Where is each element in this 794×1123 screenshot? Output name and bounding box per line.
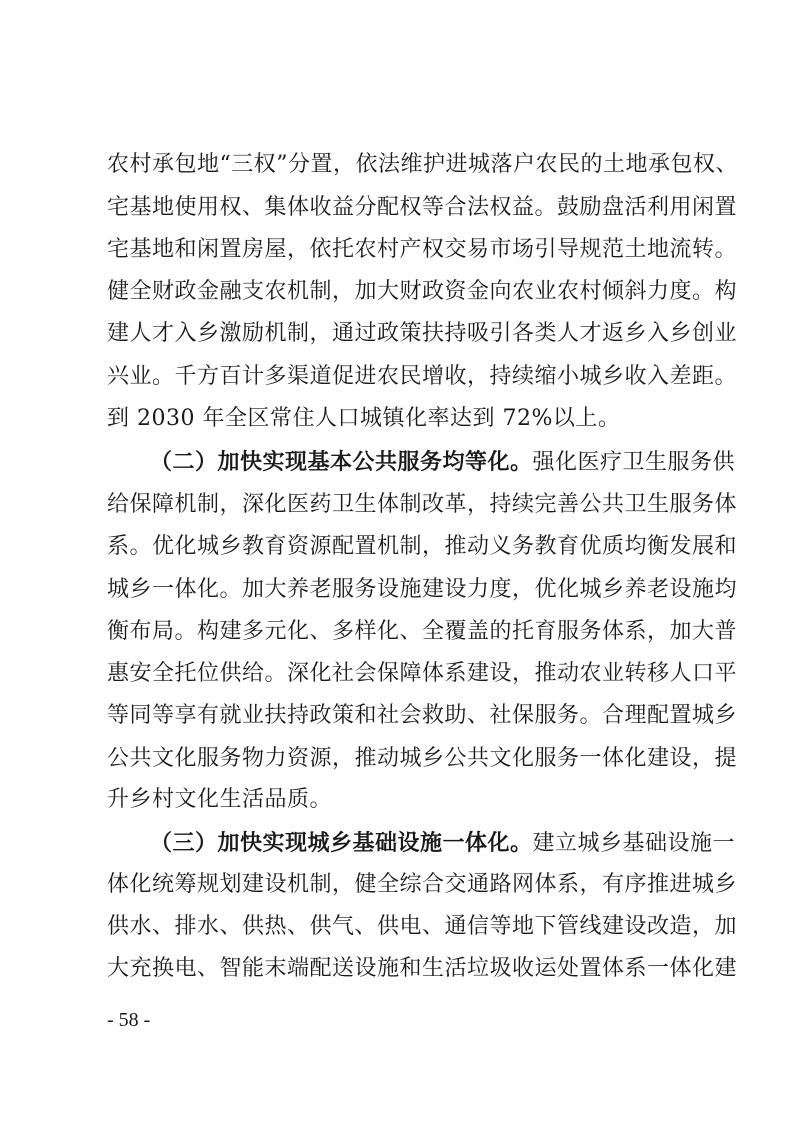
body-line: 惠安全托位供给。深化社会保障体系建设，推动农业转移人口平 <box>107 661 738 686</box>
body-line: 衡布局。构建多元化、多样化、全覆盖的托育服务体系，加大普 <box>107 619 738 644</box>
page-number: - 58 - <box>107 1009 151 1031</box>
body-line: 城乡一体化。加大养老服务设施建设力度，优化城乡养老设施均 <box>107 577 738 602</box>
body-line: 系。优化城乡教育资源配置机制，推动义务教育优质均衡发展和 <box>107 534 738 559</box>
body-line: 升乡村文化生活品质。 <box>107 787 333 812</box>
body-line: 到 2030 年全区常住人口城镇化率达到 72%以上。 <box>107 406 621 431</box>
section-heading-line <box>150 447 736 478</box>
body-line: 供水、排水、供热、供气、供电、通信等地下管线建设改造，加 <box>107 914 738 939</box>
body-line: 等同等享有就业扶持政策和社会救助、社保服务。合理配置城乡 <box>107 703 738 728</box>
body-line: 宅基地使用权、集体收益分配权等合法权益。鼓励盘活利用闲置 <box>107 195 738 220</box>
body-line: 体化统筹规划建设机制，健全综合交通路网体系，有序推进城乡 <box>107 872 738 897</box>
body-line: 给保障机制，深化医药卫生体制改革，持续完善公共卫生服务体 <box>107 492 738 517</box>
section-heading: （二）加快实现基本公共服务均等化。 <box>150 449 533 475</box>
body-line: 农村承包地“三权”分置，依法维护进城落户农民的土地承包权、 <box>107 152 738 177</box>
section-heading-line <box>150 828 736 859</box>
body-text: 建立城乡基础设施一 <box>532 831 736 856</box>
section-heading: （三）加快实现城乡基础设施一体化。 <box>150 830 533 856</box>
body-line: 公共文化服务物力资源，推动城乡公共文化服务一体化建设，提 <box>107 746 738 771</box>
body-line: 健全财政金融支农机制，加大财政资金向农业农村倾斜力度。构 <box>107 279 738 304</box>
body-line: 兴业。千方百计多渠道促进农民增收，持续缩小城乡收入差距。 <box>107 364 738 389</box>
body-line: 大充换电、智能末端配送设施和生活垃圾收运处置体系一体化建 <box>107 956 738 981</box>
body-text: 强化医疗卫生服务供 <box>532 450 736 475</box>
body-line: 建人才入乡激励机制，通过政策扶持吸引各类人才返乡入乡创业 <box>107 321 738 346</box>
body-line: 宅基地和闲置房屋，依托农村产权交易市场引导规范土地流转。 <box>107 237 738 262</box>
